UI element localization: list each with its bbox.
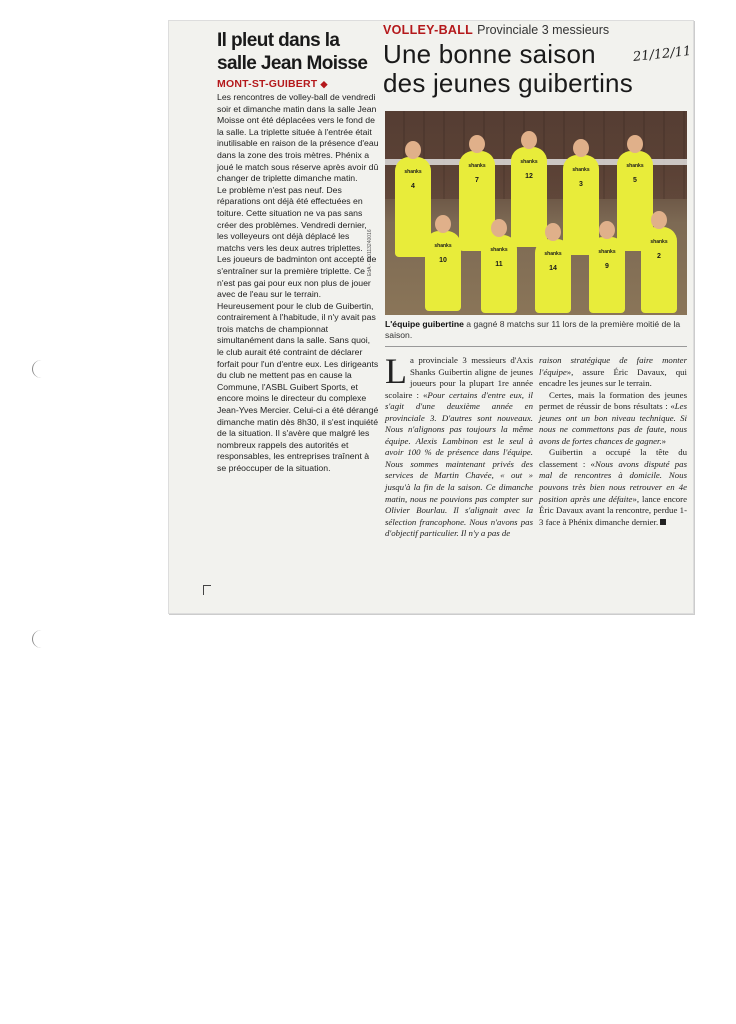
- headline-line-2: des jeunes guibertins: [383, 68, 633, 98]
- photo-credit: EdA - 100113240016: [367, 229, 373, 276]
- end-of-article-icon: [660, 519, 666, 525]
- dateline-text: MONT-ST-GUIBERT: [217, 78, 318, 90]
- text-quote: Les jeunes ont un bon niveau technique. Si nous ne commettons pas de faute, nous avons de fortes chances de gagner.: [539, 401, 687, 446]
- title-line-1: Il pleut dans la: [217, 30, 340, 51]
- text-quote: Nous avons disputé pas mal de rencontres à domicile. Nous pouvons très bien nous retrouver en 4e position après une défaite: [539, 458, 687, 504]
- text-plain: », lance encore Éric Davaux avant la rencontre, perdue 1-3 face à Phénix dimanche dernier.: [539, 493, 687, 527]
- caption-text: a gagné 8 matchs sur 11 lors de la première moitié de la saison.: [385, 319, 681, 340]
- player-figure: shanks 4: [395, 157, 431, 257]
- left-article: [217, 29, 379, 475]
- left-article-body: [217, 92, 379, 475]
- text-plain: Guibertin a occupé la tête du classement : «: [539, 447, 687, 469]
- article-paragraph: [539, 355, 687, 390]
- player-figure: shanks 11: [481, 235, 517, 313]
- player-figure: shanks 12: [511, 147, 547, 247]
- team-photo: [385, 111, 687, 315]
- article-column-2: [539, 355, 687, 528]
- scan-punch-mark: [32, 630, 51, 648]
- article-paragraph: [539, 447, 687, 528]
- player-figure: shanks 14: [535, 239, 571, 313]
- paragraph: Le problème n'est pas neuf. Des réparations ont déjà été effectuées en toiture. Cette situation ne va pas sans créer des problèmes. Vendredi dernier, les volleyeurs ont déjà déplacé les matchs vers les deux autres triplettes. Les joueurs de badminton ont accepté de s'entraîner sur la première triplette. Ce n'est pas gai pour eux non plus de jouer avec de l'eau sur le terrain.: [217, 184, 377, 300]
- text-plain: »: [661, 435, 667, 446]
- kicker-sport: VOLLEY-BALL: [383, 23, 474, 37]
- left-article-title: [217, 29, 379, 75]
- text-quote: Pour certains d'entre eux, il s'agit d'une deuxième année en provinciale 3. D'autres sont nouveaux. Nous n'alignons pas toujours la même équipe. Alexis Lambinon est le seul à avoir 100 % de présence dans l'équipe. Nous sommes maintenant privés des services de Martin Chavée, « out » jusqu'à la fin de la saison. Ce dimanche matin, nous ne pouvions pas compter sur Olivier Bourlau. Il s'alignait avec la sélection francophone. Nous n'avons pas d'objectif particulier. Il n'y a pas de: [385, 389, 533, 539]
- caption-bold: L'équipe guibertine: [385, 319, 464, 329]
- player-figure: shanks 10: [425, 231, 461, 311]
- text-quote: raison stratégique de faire monter l'équipe: [539, 355, 687, 377]
- handwritten-date: 21/12/11: [632, 43, 693, 66]
- player-figure: shanks 2: [641, 227, 677, 313]
- title-line-2: salle Jean Moisse: [217, 53, 368, 74]
- kicker-division: Provinciale 3 messieurs: [477, 23, 610, 37]
- player-figure: shanks 5: [617, 151, 653, 251]
- headline-line-1: Une bonne saison: [383, 39, 596, 69]
- text-plain: a provinciale 3 messieurs d'Axis Shanks Guibertin aligne de jeunes joueurs pour la plupart 1re année scolaire : «: [385, 355, 533, 400]
- kicker: [383, 23, 687, 37]
- player-figure: shanks 7: [459, 151, 495, 251]
- crop-mark: [203, 585, 211, 595]
- text-plain: », assure Éric Davaux, qui encadre les jeunes sur le terrain.: [539, 366, 687, 389]
- article-paragraph: [385, 351, 533, 540]
- diamond-icon: ◆: [320, 79, 328, 89]
- paragraph: Heureusement pour le club de Guibertin, contrairement à l'habitude, il n'y avait pas trois matchs de championnat simultanément dans la salle. Sans quoi, le club aurait été contraint de déclarer forfait pour l'un d'entre eux. Les dirigeants du club ne mettent pas en cause la Commune, l'ASBL Guibert Sports, et encore moins le directeur du complexe Jean-Yves Mercier. Celui-ci a été dérangé dimanche matin dès 8h30, il s'est inquiété de la situation. Il s'avère que malgré les nombreux rappels des autorités et responsables, les entreprises traînent à se préoccuper de la situation.: [217, 300, 379, 473]
- scan-punch-mark: [32, 360, 51, 378]
- text-plain: Certes, mais la formation des jeunes permet de réussir de bons résultats : «: [539, 389, 687, 412]
- player-figure: shanks 3: [563, 155, 599, 255]
- paragraph: Les rencontres de volley-ball de vendredi soir et dimanche matin dans la salle Jean Moisse ont été déplacées vers le fond de la salle. La triplette située à l'entrée était inutilisable en raison de la présence d'eau dans la zone des trois mètres. Phénix a joué le match sous réserve après avoir dû changer de triplette dimanche matin.: [217, 92, 379, 184]
- player-figure: shanks 9: [589, 237, 625, 313]
- photo-caption: [385, 319, 687, 341]
- article-paragraph: [539, 390, 687, 448]
- newspaper-clipping: [168, 20, 694, 614]
- drop-cap: L: [385, 351, 407, 391]
- article-column-1: [385, 351, 533, 540]
- divider: [385, 346, 687, 347]
- dateline: [217, 78, 379, 90]
